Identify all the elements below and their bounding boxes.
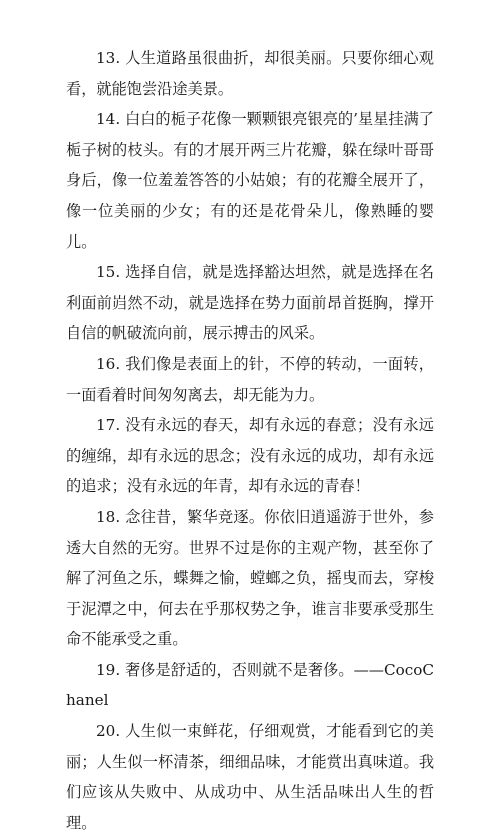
paragraph-14: 14. 白白的栀子花像一颗颗银亮银亮的’星星挂满了栀子树的枝头。有的才展开两三片花瓣，躲在绿叶哥哥身后，像一位羞羞答答的小姑娘；有的花瓣全展开了，像一位美丽的少女；有的还是花骨朵儿，像熟睡的婴儿。	[66, 110, 434, 251]
paragraph-13: 13. 人生道路虽很曲折，却很美丽。只要你细心观看，就能饱尝沿途美景。	[66, 49, 434, 98]
paragraph-20: 20. 人生似一束鲜花，仔细观赏，才能看到它的美丽；人生似一杯清茶，细细品味，才能赏出真味道。我们应该从失败中、从成功中、从生活品味出人生的哲理。	[66, 722, 434, 832]
document-body	[66, 43, 434, 838]
paragraph-15: 15. 选择自信，就是选择豁达坦然，就是选择在名利面前岿然不动，就是选择在势力面前昂首挺胸，撑开自信的帆破流向前，展示搏击的风采。	[66, 263, 434, 343]
paragraph-16: 16. 我们像是表面上的针，不停的转动，一面转，一面看着时间匆匆离去，却无能为力。	[66, 354, 434, 404]
paragraph-18: 18. 念往昔，繁华竞逐。你依旧逍遥游于世外，参透大自然的无穷。世界不过是你的主观产物，甚至你了解了河鱼之乐，蝶舞之愉，螳螂之负，摇曳而去，穿梭于泥潭之中，何去在乎那权势之争，谁言非要承受那生命不能承受之重。	[66, 507, 434, 649]
paragraph-19: 19. 奢侈是舒适的，否则就不是奢侈。——CocoChanel	[66, 660, 434, 710]
paragraph-17: 17. 没有永远的春天，却有永远的春意；没有永远的缠绵，却有永远的思念；没有永远的成功，却有永远的追求；没有永远的年青，却有永远的青春！	[66, 416, 434, 496]
